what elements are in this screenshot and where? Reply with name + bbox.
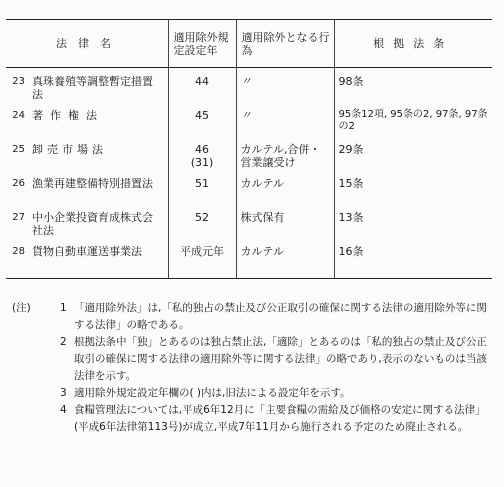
table-row (6, 238, 492, 279)
header-number (6, 20, 28, 68)
table-row (6, 204, 492, 238)
law-name-cell: 卸売市場法 (28, 136, 168, 170)
row-number: 27 (12, 211, 25, 223)
basis-cell: 16条 (334, 238, 492, 279)
law-name-cell: 著作権法 (28, 102, 168, 136)
law-name-cell: 貨物自動車運送事業法 (28, 238, 168, 279)
row-number: 24 (12, 109, 25, 121)
law-table (6, 19, 492, 279)
table-row (6, 68, 492, 102)
table-row (6, 170, 492, 204)
act-cell: 〃 (236, 68, 334, 102)
note-item (12, 334, 496, 385)
row-number: 28 (6, 238, 28, 279)
year-cell: 46 (31) (168, 136, 236, 170)
note-item (12, 385, 496, 402)
act-cell: 株式保有 (236, 204, 334, 238)
year-cell: 51 (168, 170, 236, 204)
year-cell: 45 (168, 102, 236, 136)
note-item (12, 402, 496, 436)
note-number: 2 (60, 336, 67, 348)
header-basis-article: 根拠法条 (334, 20, 492, 68)
law-name-cell: 中小企業投資育成株式会社法 (28, 204, 168, 238)
table-row (6, 102, 492, 136)
year-cell: 52 (168, 204, 236, 238)
notes-section (12, 300, 496, 436)
act-cell: カルテル (236, 238, 334, 279)
year-cell: 平成元年 (168, 238, 236, 279)
note-text: 食糧管理法については,平成6年12月に「主要食糧の需給及び価格の安定に関する法律」(平成6年法律第113号)が成立,平成7年11月から施行される予定のため廃止される。 (74, 404, 486, 433)
note-text: 「適用除外法」は,「私的独占の禁止及び公正取引の確保に関する法律の適用除外等に関する法律」の略である。 (74, 302, 487, 331)
note-number: 1 (60, 302, 67, 314)
header-exemption-year: 適用除外規定設定年 (168, 20, 236, 68)
year-cell: 44 (168, 68, 236, 102)
basis-cell: 29条 (338, 142, 364, 156)
row-number: 23 (12, 76, 25, 87)
law-name-cell: 真珠養殖等調整暫定措置法 (28, 68, 168, 102)
basis-cell: 95条12項, 95条の2, 97条, 97条の2 (338, 108, 488, 132)
table-row (6, 136, 492, 170)
note-item (12, 300, 496, 334)
header-exempted-act: 適用除外となる行為 (236, 20, 334, 68)
act-cell: 〃 (236, 102, 334, 136)
basis-cell: 98条 (338, 75, 364, 88)
table-header-row (6, 20, 492, 68)
law-name-cell: 漁業再建整備特別措置法 (28, 170, 168, 204)
notes-label: (注) (12, 302, 31, 314)
row-number: 25 (12, 143, 25, 155)
basis-cell: 15条 (338, 176, 364, 190)
act-cell: カルテル (236, 170, 334, 204)
act-cell: カルテル,合併・営業譲受け (236, 136, 334, 170)
note-number: 4 (60, 404, 67, 416)
row-number: 26 (12, 177, 25, 189)
basis-cell: 13条 (338, 210, 364, 224)
note-text: 適用除外規定設定年欄の( )内は,旧法による設定年を示す。 (74, 387, 351, 399)
header-law-name: 法律名 (28, 20, 168, 68)
note-text: 根拠法条中「独」とあるのは独占禁止法,「適除」とあるのは「私的独占の禁止及び公正取引の確保に関する法律の適用除外等に関する法律」の略であり,表示のないものは当該法律を示す。 (74, 336, 487, 382)
note-number: 3 (60, 387, 67, 399)
